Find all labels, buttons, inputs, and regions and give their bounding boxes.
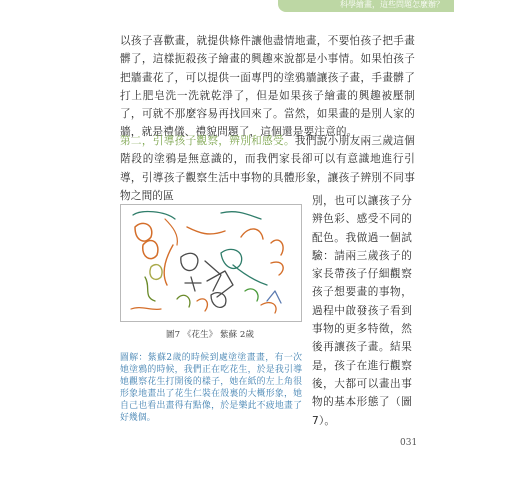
figure-caption: 圖7 《花生》 紫蘇 2歲 <box>166 330 254 340</box>
figure-drawing <box>120 204 302 322</box>
running-header <box>278 0 454 12</box>
section-lead: 第二，引導孩子觀察，辨別和感受。 <box>120 135 295 147</box>
paragraph-2-text: 我們說小朋友兩三歲這個階段的塗鴉是無意識的，而我們家長卻可以有意識地進行引導，引導孩子觀察生活中事物的具體形象，讓孩子辨別不同事物之間的區 <box>120 135 415 202</box>
page-number: 031 <box>400 438 418 448</box>
child-scribble-drawing <box>121 205 301 321</box>
body-paragraph-1: 以孩子喜歡畫，就提供條件讓他盡情地畫，不要怕孩子把手畫髒了，這樣扼殺孩子繪畫的興趣來說都是小事情。如果怕孩子把牆畫花了，可以提供一面專門的塗鴉牆讓孩子畫，手畫髒了打上肥皂洗一洗就乾淨了，但是如果孩子繪畫的興趣被壓制了，可就不那麼容易再找回來了。當然，如果畫的是別人家的牆，就是禮儀、禮貌問題了，這個還是要注意的。 <box>120 35 415 139</box>
body-paragraph-3: 別，也可以讓孩子分辨色彩、感受不同的配色。我做過一個試驗：請兩三歲孩子的家長帶孩子仔細觀察孩子想要畫的事物，過程中啟發孩子看到事物的更多特徵，然後再讓孩子畫。結果是，孩子在進行觀察後，大都可以畫出事物的基本形態了（圖7）。 <box>312 195 412 427</box>
running-title: 科學繪畫，這些問題怎麼辦？ <box>340 0 444 9</box>
figure-note: 圖解：紫蘇2歲的時候到處塗塗畫畫，有一次她塗鴉的時候，我們正在吃花生，於是我引導她觀察花生打開後的樣子，她在紙的左上角很形象地畫出了花生仁裝在殼裏的大概形象，她自己也看出畫得有點像，於是樂此不疲地畫了好幾個。 <box>120 353 302 424</box>
